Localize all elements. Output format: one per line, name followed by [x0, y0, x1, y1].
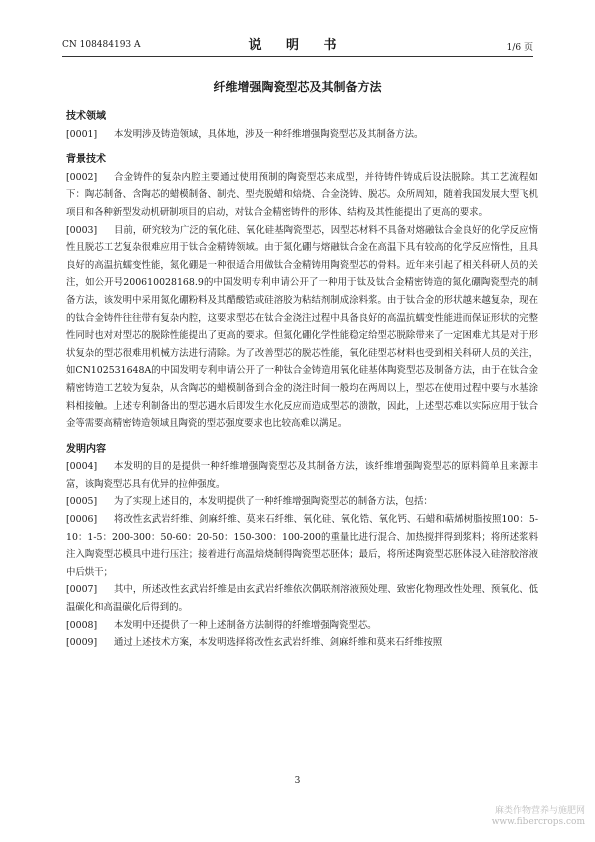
paragraph-number: [0007]: [66, 584, 98, 596]
paragraph-number: [0004]: [66, 461, 98, 473]
document-body: [66, 108, 538, 652]
paragraph-text: 本发明涉及铸造领域，具体地，涉及一种纤维增强陶瓷型芯及其制备方法。: [114, 128, 424, 140]
page-number: 3: [294, 776, 301, 786]
document-title: 纤维增强陶瓷型芯及其制备方法: [213, 80, 382, 94]
paragraph-number: [0003]: [66, 224, 98, 236]
page-header: [62, 38, 533, 54]
paragraph: [66, 126, 538, 144]
paragraph-number: [0008]: [66, 619, 98, 631]
paragraph-text: 将改性玄武岩纤维、剑麻纤维、莫来石纤维、氧化硅、氧化锆、氧化钙、石蜡和萜烯树脂按照100：5-10：1-5：200-300：50-60：20-50：150-300：100-200的重量比进行混合、加热搅拌得到浆料；将所述浆料注入陶瓷型芯模具中进行压注；接着进行高温焙烧制得陶瓷型芯胚体；最后，将所述陶瓷型芯胚体浸入硅溶胶溶液中后烘干；: [66, 514, 538, 578]
section-title: 技术领域: [66, 111, 106, 122]
paragraph-text: 目前，研究较为广泛的氧化硅、氧化硅基陶瓷型芯，因型芯材料不具备对熔融钛合金良好的化学反应惰性且脱芯工艺复杂很难应用于钛合金精铸领域。由于氮化硼与熔融钛合金在高温下具有较高的化学反应惰性，且具良好的高温抗蠕变性能，氮化硼是一种很适合用做钛合金精铸用陶瓷型芯的骨料。近年来引起了相关科研人员的关注，如公开号200610028168.9的中国发明专利申请公开了一种用于钛及钛合金精密铸造的氮化硼陶瓷型壳的制备方法，该发明中采用氮化硼粉料及其醋酸锆或硅溶胶为粘结剂制成涂料浆。由于钛合金的形状越来越复杂，现在的钛合金铸件往往带有复杂内腔，这要求型芯在钛合金浇注过程中具备良好的高温抗蠕变性能进而保证形状的完整性同时也对对型芯的脱除性能提出了更高的要求。但氮化硼化学性能稳定给型芯脱除带来了一定困难尤其是对于形状复杂的型芯很难用机械方法进行清除。为了改善型芯的脱芯性能，氧化硅型芯材料也受到相关科研人员的关注，如CN102531648A的中国发明专利申请公开了一种钛合金铸造用氧化硅基体陶瓷型芯及制备方法，由于在钛合金精密铸造工艺较为复杂，从含陶芯的蜡模制备到合金的浇注时间一般均在两周以上，型芯在使用过程中要与水基涂料相接触。上述专利制备出的型芯遇水后即发生水化反应而造成型芯的溃散，因此，上述型芯难以实际应用于钛合金等需要高精密铸造领域且陶瓷的型芯强度要求也比较高难以满足。: [66, 224, 538, 430]
paragraph-number: [0002]: [66, 171, 98, 183]
paragraph-text: 本发明中还提供了一种上述制备方法制得的纤维增强陶瓷型芯。: [114, 619, 377, 631]
paragraph-text: 合金铸件的复杂内腔主要通过使用预制的陶瓷型芯来成型，并待铸件铸成后设法脱除。其工艺流程如下：陶芯制备、含陶芯的蜡模制备、制壳、型壳脱蜡和焙烧、合金浇铸、脱芯。众所周知，随着我国发展大型飞机项目和各种新型发动机研制项目的启动，对钛合金精密铸件的形体、结构及其性能提出了更高的要求。: [66, 171, 538, 218]
watermark-line-1: 麻类作物营养与施肥网: [494, 806, 585, 816]
section-background: [66, 151, 538, 433]
paragraph-text: 其中，所述改性玄武岩纤维是由玄武岩纤维依次偶联剂溶液预处理、致密化物理改性处理、预氧化、低温碳化和高温碳化后得到的。: [66, 584, 538, 614]
paragraph-text: 为了实现上述目的，本发明提供了一种纤维增强陶瓷型芯的制备方法，包括：: [114, 496, 433, 508]
paragraph: [66, 169, 538, 222]
section-summary: [66, 441, 538, 652]
header-rule: [62, 56, 533, 57]
paragraph-number: [0005]: [66, 496, 98, 508]
paragraph-number: [0009]: [66, 637, 98, 649]
document-type: 说 明 书: [248, 38, 347, 53]
paragraph: [66, 458, 538, 493]
paragraph: [66, 581, 538, 616]
page-indicator: 1/6 页: [506, 43, 533, 53]
paragraph-text: 通过上述技术方案，本发明选择将改性玄武岩纤维、剑麻纤维和莫来石纤维按照: [114, 637, 443, 649]
paragraph-number: [0006]: [66, 514, 98, 526]
section-title: 发明内容: [66, 443, 106, 455]
paragraph: [66, 493, 538, 511]
paragraph: [66, 222, 538, 433]
paragraph: [66, 511, 538, 581]
site-watermark: [492, 806, 585, 828]
section-title: 背景技术: [66, 154, 106, 166]
paragraph: [66, 634, 538, 652]
paragraph-number: [0001]: [66, 128, 98, 140]
patent-number: CN 108484193 A: [62, 40, 141, 50]
paragraph: [66, 617, 538, 635]
section-technical-field: [66, 108, 538, 143]
paragraph-text: 本发明的目的是提供一种纤维增强陶瓷型芯及其制备方法，该纤维增强陶瓷型芯的原料简单且来源丰富，该陶瓷型芯具有优异的拉伸强度。: [66, 461, 538, 490]
watermark-line-2: www.fibercrops.com: [491, 817, 585, 827]
